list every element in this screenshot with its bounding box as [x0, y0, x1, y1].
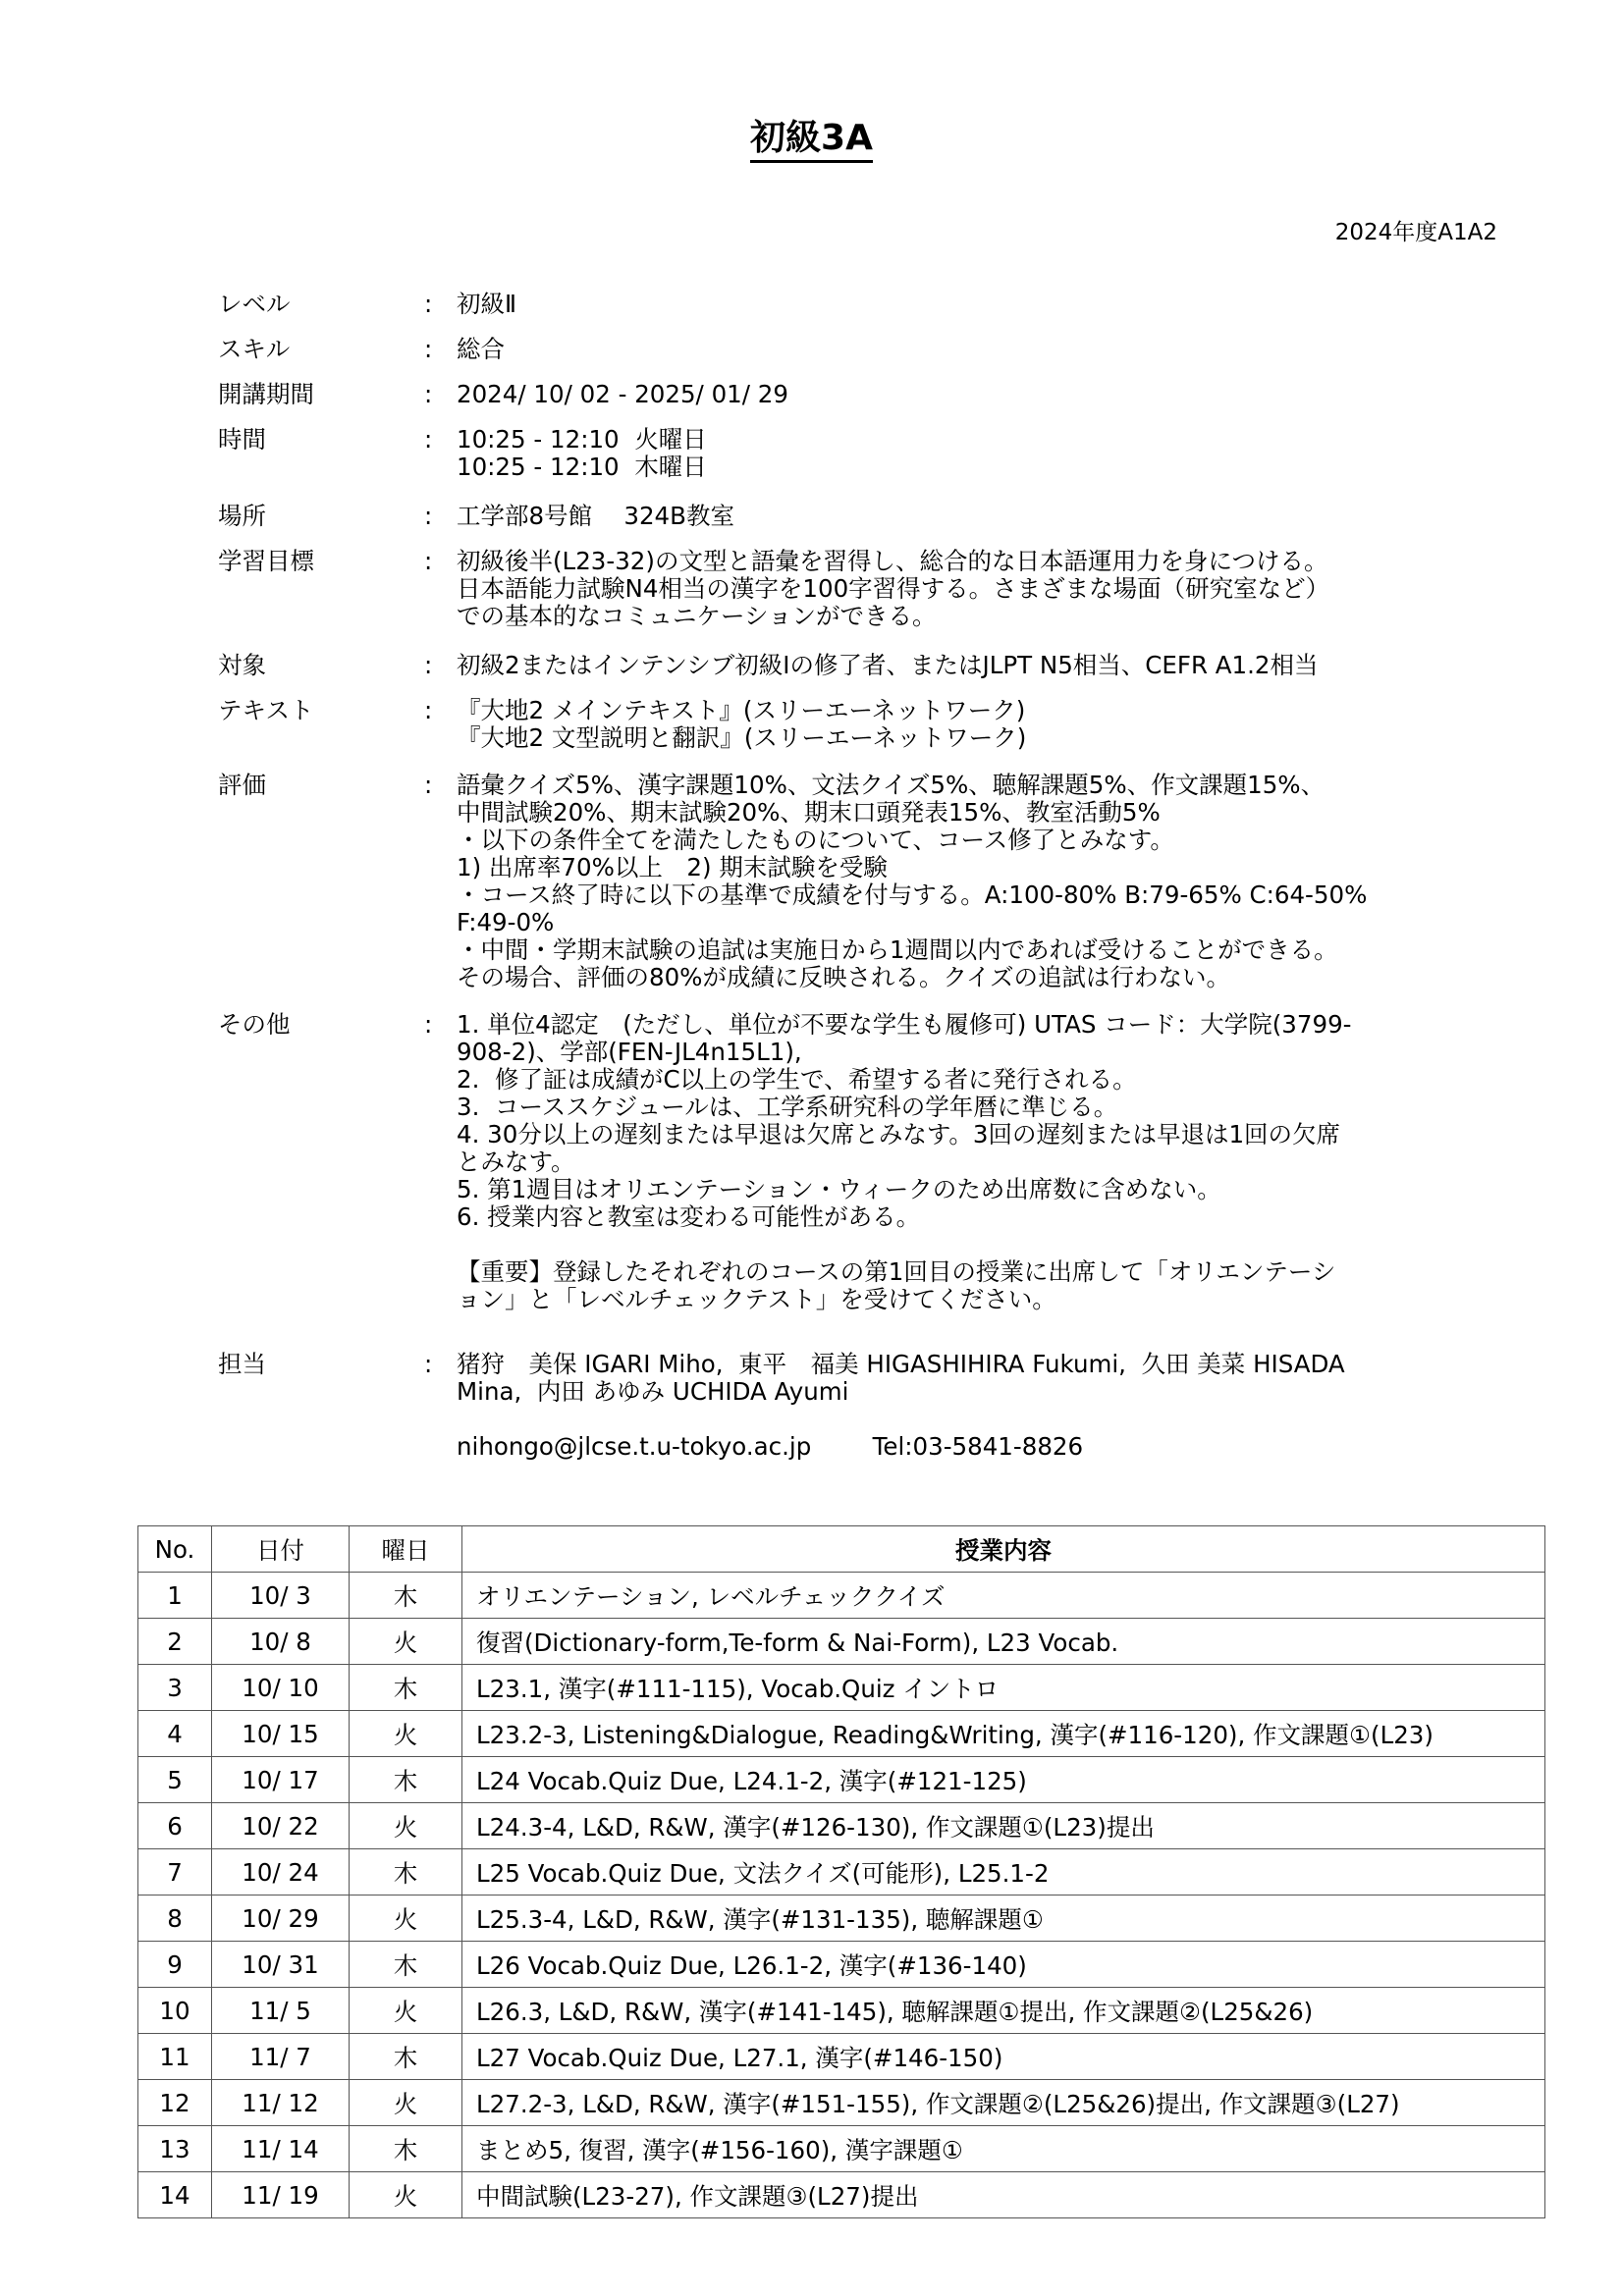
row-weekday: 火 [350, 1988, 462, 2034]
table-row [138, 1573, 1545, 1619]
table-row [138, 1665, 1545, 1711]
info-label: 対象 [218, 651, 266, 679]
page-title: 初級3A [750, 118, 873, 163]
row-weekday: 火 [350, 1711, 462, 1757]
row-date: 10/ 3 [212, 1573, 350, 1619]
row-no: 14 [138, 2172, 212, 2218]
row-content: オリエンテーション, レベルチェッククイズ [462, 1573, 1545, 1619]
info-colon: : [424, 1350, 433, 1378]
table-row [138, 1803, 1545, 1849]
table-row [138, 2172, 1545, 2218]
row-date: 11/ 7 [212, 2034, 350, 2080]
info-colon: : [424, 502, 433, 530]
info-label: テキスト [218, 696, 314, 724]
row-content: L27.2-3, L&D, R&W, 漢字(#151-155), 作文課題②(L25&26)提出, 作文課題③(L27) [462, 2080, 1545, 2126]
row-weekday: 木 [350, 1573, 462, 1619]
row-weekday: 火 [350, 1803, 462, 1849]
row-date: 10/ 8 [212, 1619, 350, 1665]
info-label: スキル [218, 335, 291, 363]
table-header-row [138, 1526, 1545, 1573]
info-row-goal [218, 548, 1494, 630]
row-no: 3 [138, 1665, 212, 1711]
table-row [138, 1849, 1545, 1896]
row-content: L26 Vocab.Quiz Due, L26.1-2, 漢字(#136-140) [462, 1942, 1545, 1988]
info-label: 場所 [218, 502, 266, 530]
table-row [138, 1757, 1545, 1803]
row-content: L23.2-3, Listening&Dialogue, Reading&Writing, 漢字(#116-120), 作文課題①(L23) [462, 1711, 1545, 1757]
row-content: 復習(Dictionary-form,Te-form & Nai-Form), L23 Vocab. [462, 1619, 1545, 1665]
row-weekday: 木 [350, 1849, 462, 1896]
info-row-text [218, 697, 1494, 752]
info-label: レベル [218, 290, 291, 318]
info-value: 総合 [457, 335, 505, 363]
info-label: 評価 [218, 771, 266, 799]
info-colon: : [424, 425, 433, 454]
info-label: その他 [218, 1010, 291, 1039]
row-content: L24 Vocab.Quiz Due, L24.1-2, 漢字(#121-125) [462, 1757, 1545, 1803]
info-value: 2024/ 10/ 02 - 2025/ 01/ 29 [457, 380, 788, 408]
page-title-wrap [0, 110, 1623, 160]
row-date: 11/ 19 [212, 2172, 350, 2218]
row-no: 5 [138, 1757, 212, 1803]
info-row-other [218, 1011, 1494, 1313]
header-date: 日付 [212, 1526, 350, 1573]
row-no: 8 [138, 1896, 212, 1942]
header-weekday: 曜日 [350, 1526, 462, 1573]
row-date: 11/ 12 [212, 2080, 350, 2126]
info-value: 初級後半(L23-32)の文型と語彙を習得し、総合的な日本語運用力を身につける。 日本語能力試験N4相当の漢字を100字習得する。さまざまな場面（研究室など） での基本的なコミュニケーションができる。 [457, 547, 1330, 630]
row-content: L27 Vocab.Quiz Due, L27.1, 漢字(#146-150) [462, 2034, 1545, 2080]
row-weekday: 木 [350, 1757, 462, 1803]
info-row-time [218, 426, 1494, 481]
info-label: 学習目標 [218, 547, 314, 575]
row-no: 12 [138, 2080, 212, 2126]
header-no: No. [138, 1526, 212, 1573]
row-weekday: 木 [350, 2126, 462, 2172]
info-colon: : [424, 290, 433, 318]
info-value: 1. 単位4認定 (ただし、単位が不要な学生も履修可) UTAS コード：大学院(3799- 908-2)、学部(FEN-JL4n15L1), 2. 修了証は成績がC以上の学生で、希望する者に発行される。 3. コーススケジュールは、工学系研究科の学年暦に準じる。 4. 30分以上の遅刻または早退は欠席とみなす。3回の遅刻または早退は1回の欠席 とみなす。 5. 第1週目はオリエンテーション・ウィークのため出席数に含めない。 6. 授業内容と教室は変わる可能性がある。 【重要】登録したそれぞれのコースの第1回目の授業に出席して「オリエンテーシ ョン」と「レベルチェックテスト」を受けてください。 [457, 1010, 1352, 1313]
row-no: 7 [138, 1849, 212, 1896]
row-date: 10/ 24 [212, 1849, 350, 1896]
info-colon: : [424, 651, 433, 679]
row-date: 11/ 14 [212, 2126, 350, 2172]
info-colon: : [424, 696, 433, 724]
table-row [138, 2034, 1545, 2080]
row-content: まとめ5, 復習, 漢字(#156-160), 漢字課題① [462, 2126, 1545, 2172]
row-date: 10/ 22 [212, 1803, 350, 1849]
row-no: 2 [138, 1619, 212, 1665]
row-weekday: 火 [350, 2080, 462, 2126]
info-label: 時間 [218, 425, 266, 454]
info-value: 初級2またはインテンシブ初級Ⅰの修了者、またはJLPT N5相当、CEFR A1.2相当 [457, 651, 1319, 679]
row-content: L25.3-4, L&D, R&W, 漢字(#131-135), 聴解課題① [462, 1896, 1545, 1942]
info-value: 語彙クイズ5%、漢字課題10%、文法クイズ5%、聴解課題5%、作文課題15%、 中間試験20%、期末試験20%、期末口頭発表15%、教室活動5% ・以下の条件全てを満たしたものについて、コース修了とみなす。 1) 出席率70%以上 2) 期末試験を受験 ・コース終了時に以下の基準で成績を付与する。A:100-80% B:79-65% C:64-50% F:49-0% ・中間・学期末試験の追試は実施日から1週間以内であれば受けることができる。 その場合、評価の80%が成績に反映される。クイズの追試は行わない。 [457, 771, 1368, 991]
row-date: 10/ 29 [212, 1896, 350, 1942]
info-value: 工学部8号館 324B教室 [457, 502, 734, 530]
row-no: 6 [138, 1803, 212, 1849]
term-label: 2024年度A1A2 [1334, 220, 1497, 245]
table-row [138, 1988, 1545, 2034]
row-weekday: 木 [350, 1942, 462, 1988]
row-content: L26.3, L&D, R&W, 漢字(#141-145), 聴解課題①提出, 作文課題②(L25&26) [462, 1988, 1545, 2034]
row-weekday: 火 [350, 2172, 462, 2218]
schedule-table [137, 1525, 1545, 2218]
info-label: 担当 [218, 1350, 266, 1378]
row-weekday: 火 [350, 1619, 462, 1665]
table-row [138, 2080, 1545, 2126]
row-date: 11/ 5 [212, 1988, 350, 2034]
row-no: 11 [138, 2034, 212, 2080]
info-row-skill [218, 336, 1494, 363]
row-date: 10/ 17 [212, 1757, 350, 1803]
row-no: 4 [138, 1711, 212, 1757]
row-no: 10 [138, 1988, 212, 2034]
info-colon: : [424, 380, 433, 408]
row-content: L23.1, 漢字(#111-115), Vocab.Quiz イントロ [462, 1665, 1545, 1711]
info-colon: : [424, 335, 433, 363]
info-colon: : [424, 1010, 433, 1039]
row-weekday: 火 [350, 1896, 462, 1942]
row-no: 13 [138, 2126, 212, 2172]
row-date: 10/ 10 [212, 1665, 350, 1711]
header-content: 授業内容 [462, 1526, 1545, 1573]
table-row [138, 1896, 1545, 1942]
info-colon: : [424, 771, 433, 799]
info-colon: : [424, 547, 433, 575]
info-row-target [218, 652, 1494, 679]
row-date: 10/ 31 [212, 1942, 350, 1988]
row-date: 10/ 15 [212, 1711, 350, 1757]
course-info [218, 291, 1494, 1461]
row-content: 中間試験(L23-27), 作文課題③(L27)提出 [462, 2172, 1545, 2218]
table-row [138, 1711, 1545, 1757]
row-weekday: 木 [350, 2034, 462, 2080]
info-value: 猪狩 美保 IGARI Miho, 東平 福美 HIGASHIHIRA Fukumi, 久田 美菜 HISADA Mina, 内田 あゆみ UCHIDA Ayumi nihongo@jlcse.t.u-tokyo.ac.jp Tel:03-5841-8826 [457, 1350, 1345, 1461]
info-value: 初級Ⅱ [457, 290, 517, 318]
row-content: L25 Vocab.Quiz Due, 文法クイズ(可能形), L25.1-2 [462, 1849, 1545, 1896]
info-row-place [218, 503, 1494, 530]
info-label: 開講期間 [218, 380, 314, 408]
table-row [138, 1619, 1545, 1665]
row-weekday: 木 [350, 1665, 462, 1711]
info-row-level [218, 291, 1494, 318]
row-no: 9 [138, 1942, 212, 1988]
info-row-staff [218, 1351, 1494, 1461]
info-value: 『大地2 メインテキスト』(スリーエーネットワーク) 『大地2 文型説明と翻訳』(スリーエーネットワーク) [457, 696, 1027, 752]
table-row [138, 1942, 1545, 1988]
info-row-period [218, 381, 1494, 408]
table-row [138, 2126, 1545, 2172]
row-content: L24.3-4, L&D, R&W, 漢字(#126-130), 作文課題①(L23)提出 [462, 1803, 1545, 1849]
info-value: 10:25 - 12:10 火曜日 10:25 - 12:10 木曜日 [457, 425, 707, 481]
row-no: 1 [138, 1573, 212, 1619]
info-row-evaluation [218, 772, 1494, 991]
